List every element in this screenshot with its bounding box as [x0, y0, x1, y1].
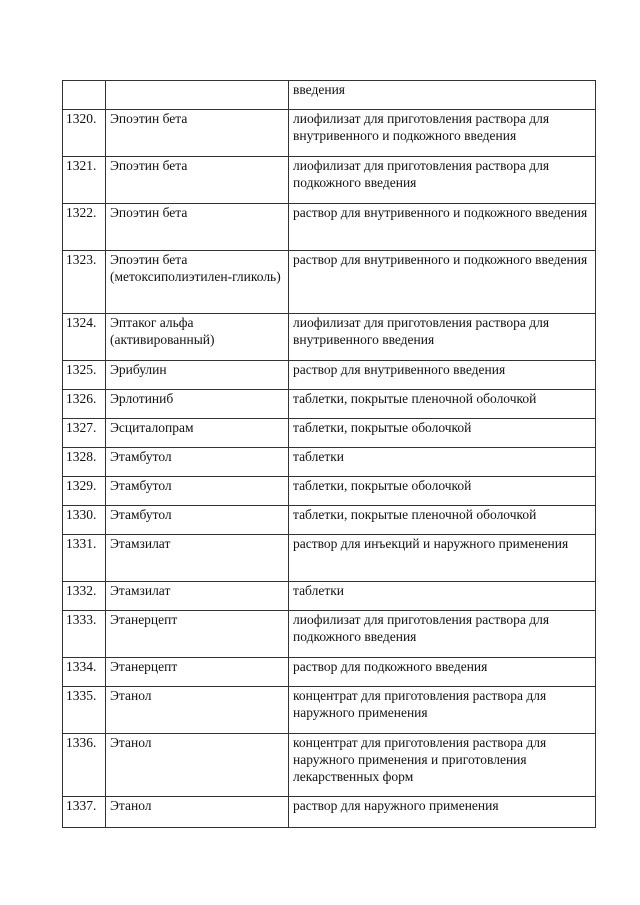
dosage-form: раствор для внутривенного введения [289, 361, 596, 390]
drug-name: Эпоэтин бета [106, 110, 289, 157]
row-number: 1333. [63, 611, 106, 658]
dosage-form: лиофилизат для приготовления раствора для подкожного введения [289, 157, 596, 204]
table-row [63, 535, 596, 582]
dosage-form: таблетки [289, 582, 596, 611]
row-number: 1337. [63, 797, 106, 828]
dosage-form: введения [289, 81, 596, 110]
row-number: 1328. [63, 448, 106, 477]
drug-name: Эпоэтин бета [106, 204, 289, 251]
drug-name: Эрибулин [106, 361, 289, 390]
dosage-form: раствор для внутривенного и подкожного введения [289, 251, 596, 314]
row-number: 1324. [63, 314, 106, 361]
dosage-form: таблетки, покрытые пленочной оболочкой [289, 390, 596, 419]
drug-name: Этанол [106, 734, 289, 797]
dosage-form: концентрат для приготовления раствора для наружного применения [289, 687, 596, 734]
table-row [63, 448, 596, 477]
dosage-form: раствор для подкожного введения [289, 658, 596, 687]
drug-name: Эпоэтин бета [106, 157, 289, 204]
table-row [63, 361, 596, 390]
row-number: 1327. [63, 419, 106, 448]
table-row [63, 658, 596, 687]
row-number [63, 81, 106, 110]
dosage-form: раствор для наружного применения [289, 797, 596, 828]
row-number: 1331. [63, 535, 106, 582]
drug-name: Этанерцепт [106, 611, 289, 658]
row-number: 1336. [63, 734, 106, 797]
drug-name: Этанол [106, 797, 289, 828]
table-row [63, 687, 596, 734]
dosage-form: раствор для инъекций и наружного применения [289, 535, 596, 582]
table-row [63, 157, 596, 204]
drug-name: Этанол [106, 687, 289, 734]
drug-table-body [63, 81, 596, 828]
dosage-form: таблетки, покрытые пленочной оболочкой [289, 506, 596, 535]
table-row [63, 314, 596, 361]
table-row [63, 477, 596, 506]
table-row [63, 506, 596, 535]
row-number: 1334. [63, 658, 106, 687]
row-number: 1320. [63, 110, 106, 157]
drug-name: Этамбутол [106, 448, 289, 477]
row-number: 1329. [63, 477, 106, 506]
drug-name: Эпоэтин бета (метоксиполиэтилен-гликоль) [106, 251, 289, 314]
dosage-form: концентрат для приготовления раствора для наружного применения и приготовления лекарственных форм [289, 734, 596, 797]
drug-name: Этамбутол [106, 506, 289, 535]
dosage-form: таблетки, покрытые оболочкой [289, 419, 596, 448]
table-row [63, 797, 596, 828]
table-row [63, 734, 596, 797]
drug-name: Этанерцепт [106, 658, 289, 687]
dosage-form: таблетки [289, 448, 596, 477]
table-row [63, 251, 596, 314]
drug-name: Этамбутол [106, 477, 289, 506]
dosage-form: лиофилизат для приготовления раствора для подкожного введения [289, 611, 596, 658]
row-number: 1323. [63, 251, 106, 314]
row-number: 1335. [63, 687, 106, 734]
table-row [63, 419, 596, 448]
dosage-form: раствор для внутривенного и подкожного введения [289, 204, 596, 251]
dosage-form: лиофилизат для приготовления раствора для внутривенного и подкожного введения [289, 110, 596, 157]
dosage-form: таблетки, покрытые оболочкой [289, 477, 596, 506]
row-number: 1325. [63, 361, 106, 390]
drug-name [106, 81, 289, 110]
row-number: 1330. [63, 506, 106, 535]
table-row [63, 204, 596, 251]
drug-name: Эрлотиниб [106, 390, 289, 419]
row-number: 1322. [63, 204, 106, 251]
row-number: 1326. [63, 390, 106, 419]
row-number: 1321. [63, 157, 106, 204]
table-row [63, 81, 596, 110]
drug-name: Эптаког альфа (активированный) [106, 314, 289, 361]
table-row [63, 582, 596, 611]
dosage-form: лиофилизат для приготовления раствора для внутривенного введения [289, 314, 596, 361]
table-row [63, 110, 596, 157]
drug-table [62, 80, 596, 828]
table-row [63, 390, 596, 419]
row-number: 1332. [63, 582, 106, 611]
drug-name: Этамзилат [106, 582, 289, 611]
drug-name: Этамзилат [106, 535, 289, 582]
table-row [63, 611, 596, 658]
drug-name: Эсциталопрам [106, 419, 289, 448]
